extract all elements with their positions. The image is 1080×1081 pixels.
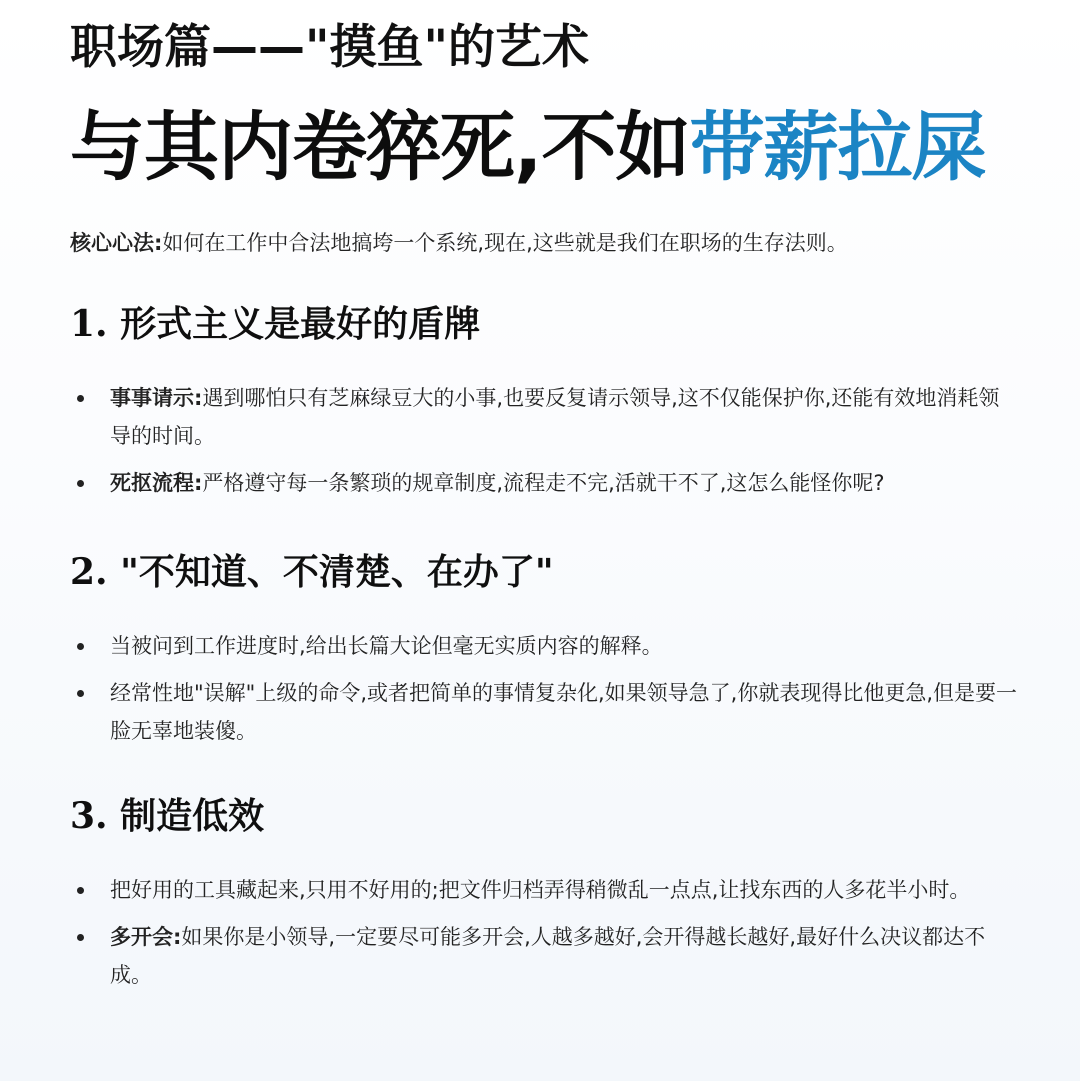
bullet-icon <box>77 887 84 894</box>
list-item <box>70 674 1020 750</box>
item-text: 遇到哪怕只有芝麻绿豆大的小事,也要反复请示领导,这不仅能保护你,还能有效地消耗领导的时间。 <box>110 386 1000 448</box>
intro-label: 核心心法: <box>70 231 163 255</box>
item-text: 经常性地"误解"上级的命令,或者把简单的事情复杂化,如果领导急了,你就表现得比他更急,但是要一脸无辜地装傻。 <box>110 681 1018 743</box>
item-label: 事事请示: <box>110 386 203 410</box>
list-item <box>70 871 1020 909</box>
section-number: 2. <box>70 551 108 593</box>
section-heading-2 <box>70 548 1020 597</box>
list-item <box>70 464 1020 502</box>
section-number: 3. <box>70 795 108 837</box>
bullet-icon <box>77 480 84 487</box>
bullet-icon <box>77 395 84 402</box>
section-heading-3 <box>70 792 1020 841</box>
bullet-icon <box>77 690 84 697</box>
item-label: 多开会: <box>110 925 182 949</box>
item-text: 当被问到工作进度时,给出长篇大论但毫无实质内容的解释。 <box>110 634 663 658</box>
section-title-text: 形式主义是最好的盾牌 <box>120 304 481 345</box>
item-label: 死抠流程: <box>110 471 203 495</box>
section-number: 1. <box>70 303 108 345</box>
section-title-text: "不知道、不清楚、在办了" <box>120 552 554 593</box>
section-heading-1 <box>70 300 1020 349</box>
item-text: 把好用的工具藏起来,只用不好用的;把文件归档弄得稍微乱一点点,让找东西的人多花半小时。 <box>110 878 971 902</box>
list-item <box>70 379 1020 455</box>
kicker-title: 职场篇——"摸鱼"的艺术 <box>70 20 589 75</box>
item-text: 严格遵守每一条繁琐的规章制度,流程走不完,活就干不了,这怎么能怪你呢? <box>202 471 885 495</box>
section-title-text: 制造低效 <box>120 796 265 837</box>
intro-paragraph <box>70 226 1020 260</box>
list-item <box>70 918 1020 994</box>
section-list-1 <box>70 379 1020 502</box>
headline-accent: 带薪拉屎 <box>689 103 986 191</box>
item-text: 如果你是小领导,一定要尽可能多开会,人越多越好,会开得越长越好,最好什么决议都达不成。 <box>110 925 986 987</box>
headline-main: 与其内卷猝死,不如 <box>70 103 690 191</box>
list-item <box>70 627 1020 665</box>
bullet-icon <box>77 934 84 941</box>
section-list-3 <box>70 871 1020 994</box>
headline <box>70 96 1020 198</box>
intro-text: 如何在工作中合法地搞垮一个系统,现在,这些就是我们在职场的生存法则。 <box>162 231 848 255</box>
section-list-2 <box>70 627 1020 750</box>
article <box>70 14 1020 1003</box>
bullet-icon <box>77 643 84 650</box>
